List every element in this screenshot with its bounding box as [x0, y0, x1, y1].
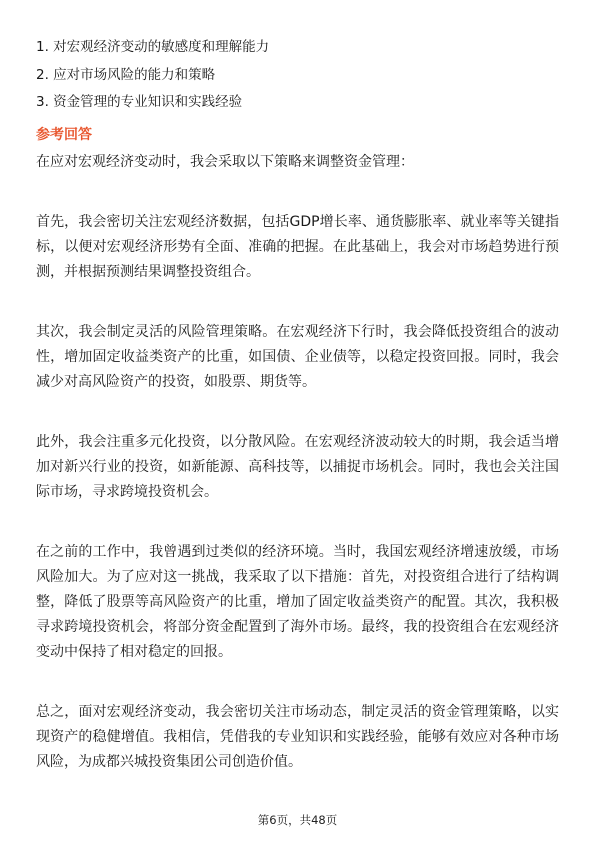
evaluation-criteria-list [36, 34, 561, 117]
page-number: 第6页，共48页 [257, 813, 338, 827]
reference-answer-heading: 参考回答 [36, 127, 92, 143]
answer-paragraph: 首先，我会密切关注宏观经济数据，包括GDP增长率、通货膨胀率、就业率等关键指标，以便对宏观经济形势有全面、准确的把握。在此基础上，我会对市场趋势进行预测，并根据预测结果调整投资组合。 [36, 214, 559, 280]
answer-paragraph: 总之，面对宏观经济变动，我会密切关注市场动态，制定灵活的资金管理策略，以实现资产的稳健增值。我相信，凭借我的专业知识和实践经验，能够有效应对各种市场风险，为成都兴城投资集团公司创造价值。 [36, 704, 559, 770]
reference-answer-body [36, 150, 559, 775]
criteria-item: 1. 对宏观经济变动的敏感度和理解能力 [36, 39, 270, 55]
criteria-item: 3. 资金管理的专业知识和实践经验 [36, 94, 243, 110]
answer-paragraph: 其次，我会制定灵活的风险管理策略。在宏观经济下行时，我会降低投资组合的波动性，增加固定收益类资产的比重，如国债、企业债等，以稳定投资回报。同时，我会减少对高风险资产的投资，如股票、期货等。 [36, 324, 559, 390]
answer-paragraph: 在之前的工作中，我曾遇到过类似的经济环境。当时，我国宏观经济增速放缓，市场风险加大。为了应对这一挑战，我采取了以下措施：首先，对投资组合进行了结构调整，降低了股票等高风险资产的比重，增加了固定收益类资产的配置。其次，我积极寻求跨境投资机会，将部分资金配置到了海外市场。最终，我的投资组合在宏观经济变动中保持了相对稳定的回报。 [36, 544, 559, 660]
answer-intro: 在应对宏观经济变动时，我会采取以下策略来调整资金管理： [36, 154, 414, 170]
answer-paragraph: 此外，我会注重多元化投资，以分散风险。在宏观经济波动较大的时期，我会适当增加对新兴行业的投资，如新能源、高科技等，以捕捉市场机会。同时，我也会关注国际市场，寻求跨境投资机会。 [36, 434, 559, 500]
criteria-item: 2. 应对市场风险的能力和策略 [36, 66, 216, 83]
